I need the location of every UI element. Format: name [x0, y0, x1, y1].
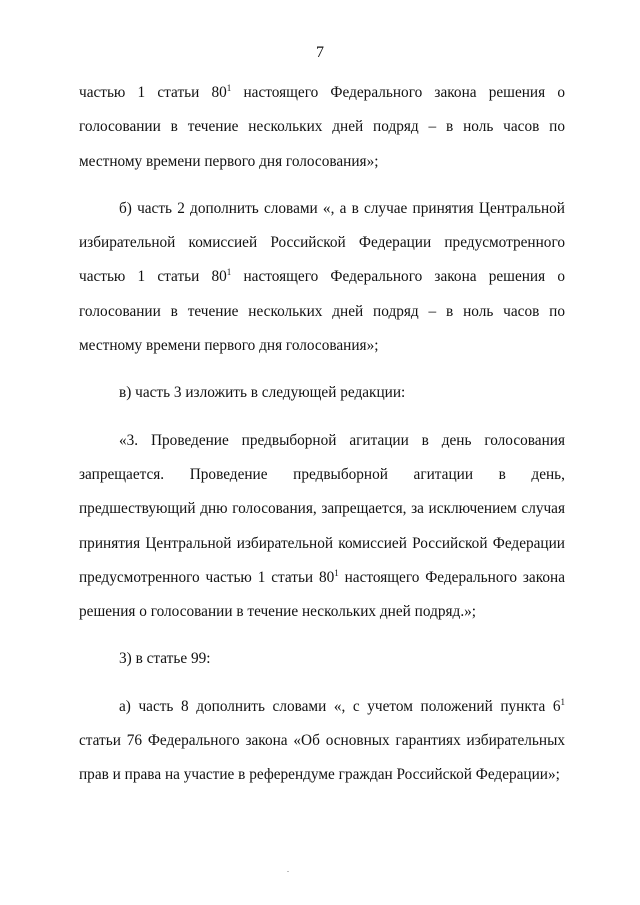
text-run: настоящего Федерального закона решения о голосовании в течение нескольких дней подряд – в ноль часов по местному времени первого дня голосования»; [79, 84, 565, 170]
text-run: «3. Проведение предвыборной агитации в день голосования запрещается. Проведение предвыборной агитации в день, предшествующий дню голосования, запрещается, за исключением случая принятия Центральной избирательной комиссией Российской Федерации предусмотренного частью 1 статьи 80 [79, 431, 565, 586]
text-run: частью 1 статьи 80 [79, 84, 227, 101]
paragraph-quoted-part-3 [79, 424, 565, 630]
superscript: 1 [226, 83, 232, 93]
text-run: статьи 76 Федерального закона «Об основных гарантиях избирательных прав и права на участие в референдуме граждан Российской Федерации»; [79, 732, 565, 784]
paragraph-item-a [79, 690, 565, 793]
superscript: 1 [226, 267, 232, 278]
paragraph-item-b [79, 192, 565, 363]
document-body [79, 76, 565, 806]
text-run: б) часть 2 дополнить словами «, а в случае принятия Центральной избирательной комиссией Российской Федерации предусмотренного частью 1 статьи 80 [79, 199, 565, 286]
text-run: 3) в статье 99: [119, 650, 211, 668]
text-run: в) часть 3 изложить в следующей редакции: [119, 384, 406, 402]
superscript: 1 [334, 567, 339, 578]
scan-speck [287, 871, 289, 872]
paragraph-continuation [79, 76, 565, 179]
text-run: а) часть 8 дополнить словами «, с учетом положений пункта 6 [119, 697, 561, 715]
text-run: настоящего Федерального закона решения о голосовании в течение нескольких дней подряд.»; [79, 568, 565, 621]
paragraph-item-v [79, 376, 565, 410]
page-number: 7 [316, 44, 324, 61]
superscript: 1 [560, 696, 565, 707]
text-run: настоящего Федерального закона решения о голосовании в течение нескольких дней подряд – в ноль часов по местному времени первого дня голосования»; [79, 268, 565, 355]
paragraph-item-3 [79, 642, 565, 676]
